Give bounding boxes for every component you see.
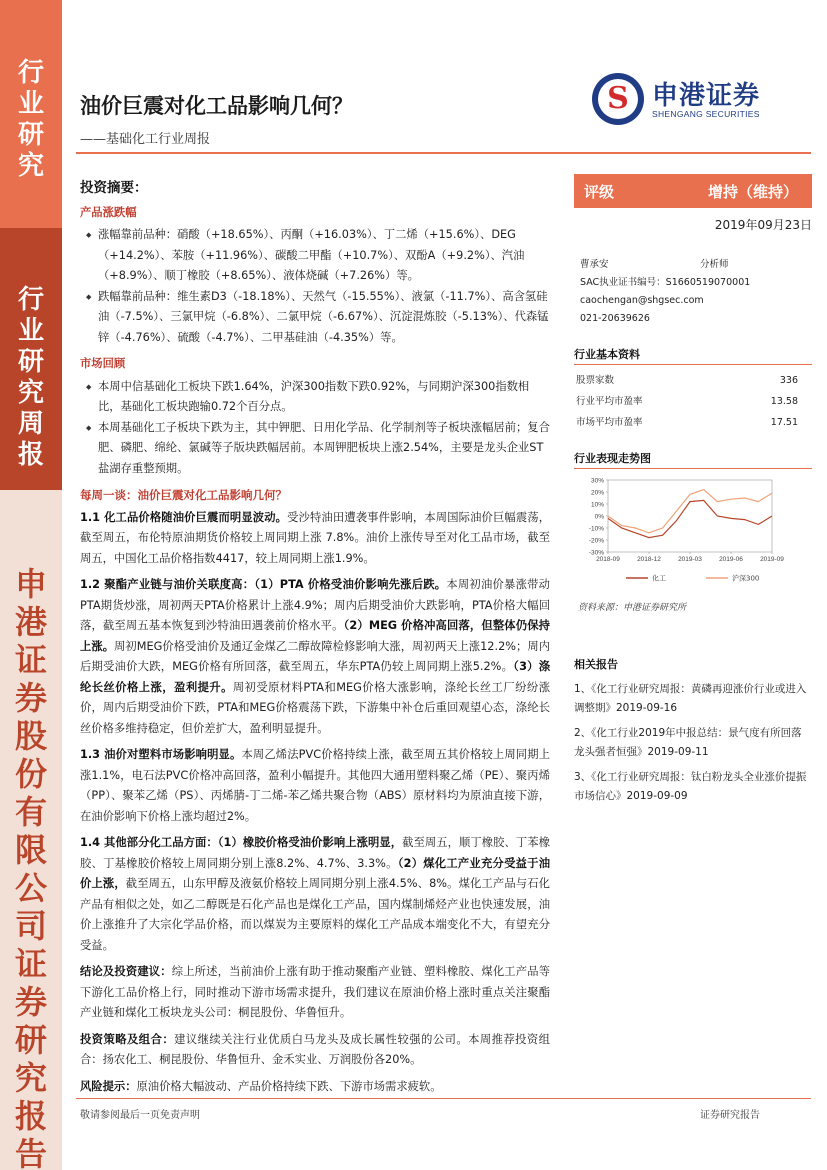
analyst-email[interactable]: caochengan@shgsec.com: [580, 295, 704, 306]
stat-label: 行业平均市盈率: [576, 396, 643, 407]
industry-stats-heading: 行业基本资料: [574, 346, 812, 365]
logo-name-cn: 申港证券: [652, 81, 761, 111]
risk-lead: 风险提示：: [80, 1079, 137, 1093]
analyst-sac: SAC执业证书编号：S1660519070001: [580, 277, 751, 288]
sidebar-char: 报: [17, 440, 44, 470]
sidebar-char: 究: [14, 1059, 47, 1097]
y-tick-label: -30%: [588, 549, 604, 557]
stat-value: 17.51: [770, 417, 798, 428]
chart-source: 资料来源：申港证券研究所: [578, 603, 687, 613]
related-reports: [574, 655, 812, 812]
related-report-item[interactable]: 3、《化工行业研究周报：钛白粉龙头全业涨价提振市场信心》2019-09-09: [574, 771, 807, 802]
footer-divider: [76, 1098, 811, 1099]
paragraph-1-3-lead: 1.3 油价对塑料市场影响明显。: [80, 748, 242, 761]
sidebar-char: 券: [14, 679, 47, 717]
sidebar-char: 究: [17, 151, 44, 181]
sidebar-char: 业: [17, 316, 44, 346]
x-tick-label: 2019-09: [760, 556, 784, 563]
paragraph-strategy: [80, 1030, 550, 1071]
paragraph-1-4-lead: 1.4 其他部分化工品方面：（1）橡胶价格受油价影响上涨明显，: [80, 836, 403, 849]
related-report-item[interactable]: 2、《化工行业2019年中报总结：景气度有所回落 龙头强者恒强》2019-09-11: [574, 727, 802, 758]
x-tick-label: 2018-09: [596, 556, 620, 563]
sidebar-char: 申: [14, 565, 47, 603]
analyst-phone: 021-20639626: [580, 313, 650, 324]
footer-report-type: 证券研究报告: [700, 1110, 760, 1121]
sidebar-char: 究: [17, 378, 44, 408]
analyst-info: [580, 256, 810, 328]
y-tick-label: 0%: [594, 513, 604, 521]
strategy-body: 建议继续关注行业优质白马龙头及成长属性较强的公司。本周推荐投资组合：扬农化工、桐昆股份、华鲁恒升、金禾实业、万润股份各20%。: [80, 1032, 550, 1066]
paragraph-1-4-body-c: 截至周五，山东甲醇及液氨价格较上周同期分别上涨4.5%、8%。煤化工产品与石化产品有相似之处，如乙二醇既是石化产品也是煤化工产品，国内煤制烯烃产业也快速发展，油价上涨推升了大宗化学品价格，而以煤炭为主要原料的煤化工产品成本端变化不大，有望充分受益。: [80, 877, 550, 952]
sidebar-char: 周: [17, 409, 44, 439]
stat-row: [576, 412, 798, 433]
paragraph-1-4: [80, 833, 550, 956]
risk-body: 原油价格大幅波动、产品价格持续下跌、下游市场需求疲软。: [136, 1079, 442, 1093]
sidebar-char: 证: [14, 945, 47, 983]
stat-value: 336: [779, 375, 798, 386]
x-tick-label: 2019-06: [719, 556, 743, 563]
paragraph-1-3-body: 本周乙烯法PVC价格持续上涨，截至周五其价格较上周同期上涨1.1%，电石法PVC价格冲高回落，盈利小幅提升。其他四大通用塑料聚乙烯（PE）、聚丙烯（PP）、聚苯乙烯（PS）、丙烯腈-丁二烯-苯乙烯共聚合物（ABS）原材料均为原油直接下游，在油价影响下价格上涨均超过2%。: [80, 748, 550, 823]
paragraph-1-4-body-a: 截至周五，顺丁橡胶、丁苯橡胶、丁基橡胶价格较上周同期分别上涨8.2%、4.7%、3.3%。: [80, 836, 550, 870]
y-tick-label: -20%: [588, 537, 604, 545]
logo-s-icon: S: [607, 81, 629, 116]
paragraph-1-2-body-d: 周初受原材料PTA和MEG价格大涨影响，涤纶长丝工厂纷纷涨价，周内后期受油价下跌，PTA和MEG价格震荡下跌，下游集中补仓后重回观望心态，涤纶长丝价格多维持稳定，但价差扩大，盈利明显提升。: [80, 680, 550, 735]
sidebar-char: 有: [14, 793, 47, 831]
sidebar-char: 证: [14, 641, 47, 679]
sidebar-char: 报: [14, 1097, 47, 1135]
bullet-price-up: ◆ 涨幅靠前品种：硝酸（+18.65%）、丙酮（+16.03%）、丁二烯（+15.6%）、DEG（+14.2%）、苯胺（+11.96%）、碳酸二甲酯（+10.7%）、双酚A（+9.2%）、汽油（+8.9%）、顺丁橡胶（+8.65%）、液体烧碱（+7.26%）等。: [86, 225, 550, 287]
stat-label: 股票家数: [576, 375, 615, 386]
y-tick-label: -10%: [588, 525, 604, 533]
paragraph-1-1: [80, 508, 550, 570]
sidebar-char: 港: [14, 603, 47, 641]
related-reports-heading: 相关报告: [574, 658, 618, 671]
conclusion-lead: 结论及投资建议：: [80, 965, 172, 978]
sidebar-char: 研: [17, 347, 44, 377]
paragraph-1-2-body-a: 本周初油价暴涨带动PTA期货炒涨，周初两天PTA价格累计上涨4.9%；周内后期受油价大跌影响，PTA价格大幅回落，截至周五基本恢复到沙特油田遇袭前价格水平。: [80, 578, 550, 632]
series-line: [608, 500, 772, 537]
paragraph-1-2: [80, 575, 550, 739]
y-tick-label: 30%: [590, 477, 604, 485]
report-date: 2019年09月23日: [714, 218, 812, 232]
rating-value: 增持（维持）: [707, 183, 798, 201]
rating-banner: [574, 174, 812, 208]
footer-disclaimer[interactable]: 敬请参阅最后一页免责声明: [80, 1110, 200, 1121]
market-review-heading: 市场回顾: [80, 357, 126, 370]
sidebar-char: 研: [14, 1021, 47, 1059]
sidebar-char: 业: [17, 89, 44, 119]
paragraph-1-2-lead-3: （3）涤纶长丝价格上涨，盈利提升。: [80, 660, 551, 694]
industry-stats: [576, 370, 798, 433]
sidebar-char: 公: [14, 869, 47, 907]
sidebar-char: 限: [14, 831, 47, 869]
conclusion-body: 综上所述，当前油价上涨有助于推动聚酯产业链、塑料橡胶、煤化工产品等下游化工品价格上行，同时推动下游市场需求提升，我们建议在原油价格上涨时重点关注聚酯产业链和煤化工板块龙头公司：桐昆股份、华鲁恒升。: [80, 965, 550, 1019]
paragraph-1-1-lead: 1.1 化工品价格随油价巨震而明显波动。: [80, 510, 288, 524]
paragraph-risk: [80, 1077, 550, 1098]
paragraph-conclusion: [80, 962, 550, 1024]
sidebar-label-industry-research: [0, 58, 62, 182]
sidebar-char: 司: [14, 907, 47, 945]
stat-value: 13.58: [770, 396, 798, 407]
header-divider: [76, 152, 811, 154]
rating-label: 评级: [584, 183, 615, 201]
y-tick-label: 10%: [590, 501, 604, 509]
paragraph-1-4-lead-2: （2）煤化工产业充分受益于油价上涨，: [80, 856, 550, 890]
sidebar-char: 行: [17, 58, 44, 88]
summary-heading: 投资摘要：: [80, 180, 148, 196]
analyst-role: 分析师: [700, 259, 729, 270]
performance-chart: [572, 474, 812, 586]
y-tick-label: 20%: [590, 489, 604, 497]
sidebar-char: 研: [17, 120, 44, 150]
paragraph-1-1-body: 受沙特油田遭袭事件影响，本周国际油价巨幅震荡，截至周五，布伦特原油期货价格较上周同期上涨 7.8%。油价上涨传导至对化工品市场，截至周五，中国化工品价格指数4417，较上周同期上涨1.9%。: [80, 510, 550, 565]
stat-label: 市场平均市盈率: [576, 417, 643, 428]
bullet-market-1: ◆ 本周中信基础化工板块下跌1.64%，沪深300指数下跌0.92%，与同期沪深300指数相比，基础化工板块跑输0.72个百分点。: [86, 377, 550, 418]
sidebar-char: 告: [14, 1135, 47, 1170]
analyst-name: 曹承安: [580, 259, 609, 270]
related-report-item[interactable]: 1、《化工行业研究周报：黄磷再迎涨价行业或进入调整期》2019-09-16: [574, 683, 807, 714]
chart-frame: [608, 480, 772, 552]
bullet-market-2: ◆ 本周基础化工子板块下跌为主，其中钾肥、日用化学品、化学制剂等子板块涨幅居前；复合肥、磷肥、绵纶、氯碱等子版块跌幅居前。本周钾肥板块上涨2.54%，主要是龙头企业ST盐湖存重整预期。: [86, 418, 550, 480]
main-column: [80, 178, 550, 1103]
x-tick-label: 2018-12: [637, 556, 661, 563]
sidebar-char: 份: [14, 755, 47, 793]
performance-chart-heading: 行业表现走势图: [574, 450, 812, 469]
bullet-price-down: ◆ 跌幅靠前品种：维生素D3（-18.18%）、天然气（-15.55%）、液氯（-11.7%）、高含氢硅油（-7.5%）、三氯甲烷（-6.8%）、二氯甲烷（-6.67%）、沉淀混炼胶（-5.13%）、代森锰锌（-4.76%）、硫酸（-4.7%）、二甲基硅油（-4.35%）等。: [86, 287, 550, 349]
legend-label: 化工: [652, 574, 666, 583]
weekly-topic-heading: 每周一谈：油价巨震对化工品影响几何？: [80, 488, 287, 502]
series-line: [608, 490, 772, 533]
paragraph-1-2-body-c: 周初MEG价格受油价及通辽金煤乙二醇故障检修影响大涨，周初两天上涨12.2%；周内后期受油价大跌，MEG价格有所回落，截至周五，华东PTA仍较上周同期上涨5.2%。: [80, 639, 550, 673]
logo-name-en: SHENGANG SECURITIES: [652, 109, 760, 119]
price-change-heading: 产品涨跌幅: [80, 205, 137, 219]
paragraph-1-3: [80, 745, 550, 827]
paragraph-1-2-lead: 1.2 聚酯产业链与油价关联度高：（1）PTA 价格受油价影响先涨后跌。: [80, 578, 447, 591]
sidebar-char: 券: [14, 983, 47, 1021]
stat-row: [576, 391, 798, 412]
sidebar-char: 行: [17, 285, 44, 315]
page-title: 油价巨震对化工品影响几何？: [80, 93, 353, 118]
sidebar-label-weekly: [0, 285, 62, 471]
sidebar-char: 股: [14, 717, 47, 755]
page-subtitle: ——基础化工行业周报: [80, 132, 211, 147]
company-logo: [592, 73, 812, 125]
legend-label: 沪深300: [732, 574, 760, 583]
x-tick-label: 2019-03: [678, 556, 702, 563]
strategy-lead: 投资策略及组合：: [80, 1032, 175, 1046]
sidebar-label-company: [0, 565, 62, 1170]
paragraph-1-2-lead-2: （2）MEG 价格冲高回落，但整体仍保持上涨。: [80, 619, 550, 653]
stat-row: [576, 370, 798, 391]
